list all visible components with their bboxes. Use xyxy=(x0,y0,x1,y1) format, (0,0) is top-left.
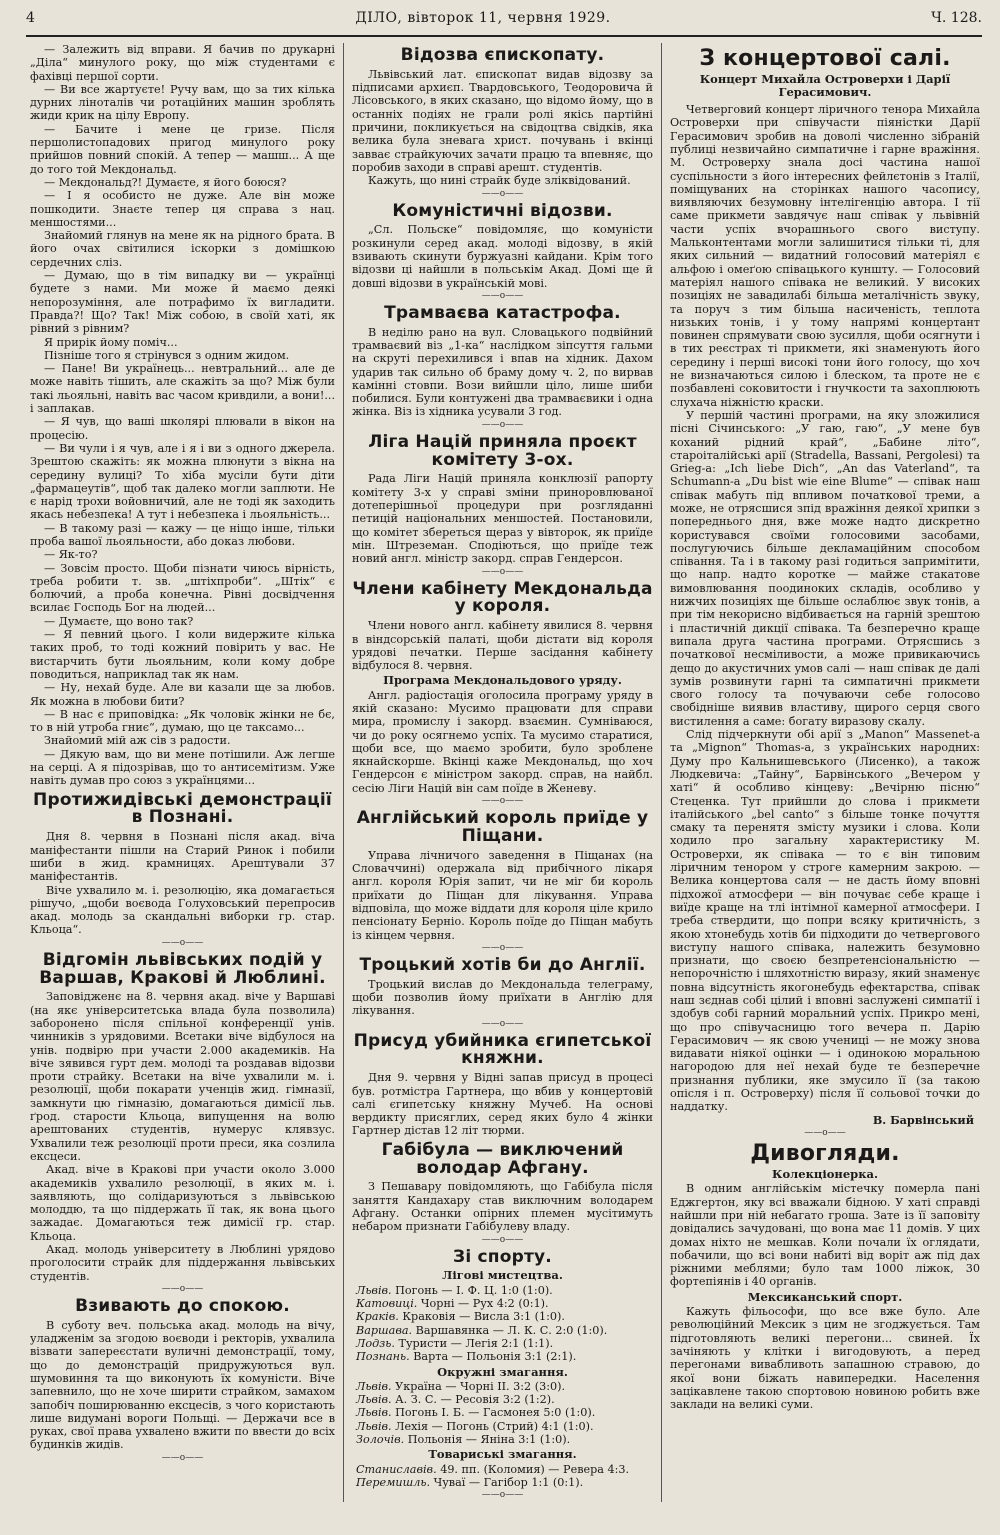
result-row xyxy=(352,1297,653,1310)
friendly-results xyxy=(352,1463,653,1490)
result-score: Варта — Польонія 3:1 (2:1). xyxy=(409,1350,577,1364)
dialogue-line: — І я особисто не дуже. Але він може пошкодити. Знаєте тепер ця справа з нац. меншостями... xyxy=(30,189,335,229)
article-title-afghan: Габібула — виключений володар Афгану. xyxy=(381,1139,624,1178)
result-city: Львів. xyxy=(356,1379,392,1393)
article-title-trotsky: Троцький хотів би до Англії. xyxy=(359,954,646,975)
result-city: Катовиці. xyxy=(356,1297,418,1311)
separator: ——o—— xyxy=(481,942,524,953)
separator: ——o—— xyxy=(481,796,524,807)
dialogue-line: Пізніше того я стрінувся з одним жидом. xyxy=(44,348,290,362)
result-city: Перемишль. xyxy=(356,1475,431,1489)
result-row xyxy=(352,1433,653,1446)
result-score: 49. пп. (Коломия) — Ревера 4:3. xyxy=(436,1462,630,1476)
article-paragraph: „Сл. Польске“ повідомляє, що комуністи розкинули серед акад. молоді відозву, в якій взивають скинути буржуазні кайдани. Крім того відозви ці найшли в польськім Акад. Домі ще й довші відозви в українській мові. xyxy=(352,223,653,290)
separator: ——o—— xyxy=(481,1018,524,1029)
result-score: Лехія — Погонь (Стрий) 4:1 (1:0). xyxy=(391,1419,594,1433)
column-1 xyxy=(26,43,344,1502)
article-paragraph: У першій частині програми, на яку зложилися пісні Січинського: „У гаю, гаю“, „У мене був коханий рідний край“, „Бабине літо“, староіталійські арії (Stradella, Bassani, Pergolesi) та Grieg-а: „Ich liebe Dich“, „An das Vaterland“, та Schumann-а „Du bist wie eine Blume“ — співак наш співак мабуть під впливом початкової треми, а може, не отрясшися зпід вражіння деякої хрипки з попереднього дня, вже може надто дискретно користувався своїми голосовими засобами, послугуючись більше декламаційним способом співання. Та і в такому разі годиться запримітити, що напр. надто коротке — майже стакатове вимовлювання поодиноких складів, особливо у нижчих позиціях ще більше ослаблює звук тонів, а при тім некорисно відбивається на гарній зрештою і пластичній дикції співака. Та безперечно краще випала друга частина програми. Отрясшись з початкової несміливости, а може привикаючись дещо до акустичних умов салі — наш співак де далі зумів розвинути гарні та симпатичні прикмети свого голосу та почуваючи себе голосово свобідніше виявив властиву, щирого серця свого вистилення а саме: богату виразову скалу. xyxy=(670,408,980,728)
article-title-communist: Комуністичні відозви. xyxy=(392,200,613,221)
result-city: Львів. xyxy=(356,1419,392,1433)
result-score: Польонія — Яніна 3:1 (1:0). xyxy=(404,1433,571,1447)
article-paragraph: Акад. віче в Кракові при участи около 3.000 академиків ухвалило резолюції, в яких м. і. заявляють, що солідаризуються з львівською молоддю, та що піддержать її так, як вона цього зажадає. Домагаються теж димісії гр. стар. Кльоца. xyxy=(30,1163,335,1243)
sport-title: Зі спорту. xyxy=(453,1246,552,1267)
article-paragraph: Віче ухвалило м. і. резолюцію, яка домагається рішучо, „щоби воєвода Голуховський перепросив акад. молодь за скандальні виборки гр. стар. Кльоца“. xyxy=(30,883,335,937)
league-title: Лігові мистецтва. xyxy=(442,1268,563,1283)
article-paragraph: З Пешавару повідомляють, що Габібула після заняття Кандахару став виключним володарем Афгану. Останки опірних племен мусітимуть небаром признати Габібулеву владу. xyxy=(352,1180,653,1234)
article-paragraph: Троцький вислав до Мекдональда телеграму, щоби позволив йому приїхати в Англію для лікування. xyxy=(352,977,653,1018)
result-row xyxy=(352,1350,653,1363)
result-city: Краків. xyxy=(356,1310,399,1324)
article-paragraph: В суботу веч. польська акад. молодь на вічу, уладженім за згодою воєводи і ректорів, ухвалила візвати запереєстати вуличні демонстрації, тому, що до демонстрацій придружуються вул. шумовиння та що виконують їх комуністи. Віче запевнило, що не хоче ширити страйком, замахом запобіч поширюванню ексцесів, з чого користають лише видумані вороги Польщі. — Держачи все в руках, свої права ухвалено вжити по ввести до всіх будинків жидів. xyxy=(30,1318,335,1452)
result-row xyxy=(352,1380,653,1393)
district-title: Окружні змагання. xyxy=(437,1364,568,1379)
result-row xyxy=(352,1337,653,1350)
dialogue-line: — Думаєте, що воно так? xyxy=(44,614,194,628)
friendly-title: Товариські змагання. xyxy=(428,1447,577,1462)
result-city: Станиславів. xyxy=(356,1462,437,1476)
article-paragraph: Англ. радіостація оголосила програму уряду в якій сказано: Мусимо працювати для справи мира, промислу і закорд. взаємин. Сумніваюся, чи до року осягнемо успіх. Та мусимо старатися, щоби все, що маємо зробити, було зроблене якнайскорше. Вкінці каже Мекдональд, що хоч Гендерсон є міністром закорд. справ, на найбл. сесію Ліги Націй він сам поїде в Женеву. xyxy=(352,688,653,795)
separator: ——o—— xyxy=(481,1234,524,1245)
separator: ——o—— xyxy=(481,1490,524,1501)
result-city: Львів. xyxy=(356,1406,392,1420)
article-title-tram: Трамваєва катастрофа. xyxy=(384,302,621,323)
dialogue-line: — Пане! Ви українець... невтральний... але де може навіть тішить, але скажіть за що? Між були такі льояльні, навіть вас часом кривдили, а вони!... і заплакав. xyxy=(30,362,335,416)
result-score: Краковія — Висла 3:1 (1:0). xyxy=(398,1310,565,1324)
result-score: Чорні — Рух 4:2 (0:1). xyxy=(417,1297,549,1311)
author-signature: В. Барвінський xyxy=(872,1112,974,1127)
article-paragraph: Кажуть фільософи, що все вже було. Але революційний Мексик з цим не згоджується. Там підготовляють великі перегони... свиней. Їх зачіняють у клітки і вигодовують, а перед перегонами вивабливоть запашною стравою, до якої вони біжать навипередки. Населення зацікавлене такою спортовою новиною робить вже заклади на великі суми. xyxy=(670,1305,980,1412)
district-results xyxy=(352,1380,653,1446)
article-title-king: Англійський король приїде у Піщани. xyxy=(356,808,649,846)
column-3 xyxy=(662,43,982,1502)
article-subtitle: Програма Мекдональдового уряду. xyxy=(383,673,622,688)
column-2 xyxy=(344,43,662,1502)
article-paragraph: Члени нового англ. кабінету явилися 8. червня в віндсорській палаті, щоби дістати від короля урядові печатки. Перше засідання кабінету відбулося 8. червня. xyxy=(352,619,653,673)
article-paragraph: Четверговий концерт ліричного тенора Михайла Островерхи при співучасти піяністки Дарії Герасимович зробив на доволі численно зібраній публиці незвичайно симпатичне і гарне вражіння. М. Островерху знала досі частина нашої суспільности з його інтересних фейлєтонів з Італії, поміщуваних на сторінках нашого часопису, виявляючих безумовну інтелігенцію автора. І тії саме прикмети завдячує наш співак у львівній части успіх вчорашнього свого виступу. Мальконтентами могли залишитися тільки ті, для яких сильний — видатний голосовий матеріял є альфою і омеґою співацького куншту. — Голосовий матеріял нашого співака не великий. У високих позиціях не завадилабі більша металічність звуку, та поруч з тим більша насиченість, теплота низьких тонів, і у тому напрямі концертант повинен спрямувати свою зусилля, щоби осягнути і в тих реєстрах ті прикмети, які знаменують його середину і перші високі тони його голосу, що хоч не визначаються силою і блеском, та проте не є позбавлені соковитости і гнучкости та захоплюють слухача ніжністю краски. xyxy=(670,103,980,409)
result-city: Познань. xyxy=(356,1350,410,1364)
dialogue-line: — Мекдональд?! Думаєте, я його боюся? xyxy=(44,175,287,189)
result-score: Україна — Чорні II. 3:2 (3:0). xyxy=(391,1379,565,1393)
dialogue-line: — Ви все жартуєте! Ручу вам, що за тих кілька дурних ліноталів чи ротаційних машин зроблять жиди крик на цілу Европу. xyxy=(30,82,335,123)
separator: ——o—— xyxy=(481,566,524,577)
result-row xyxy=(352,1406,653,1419)
article-paragraph: В одним англійськім містечку померла пані Еджгертон, яку всі вважали бідною. У хаті справді найшли при ній небагато гроша. Зате із її заповіту довідались зачудовані, що вона має 11 домів. У цих домах ніхто не мешкав. Коли почали їх оглядати, побачили, що всі вони набиті від воріт аж під дах ріжними меблями; було там 1000 ліжок, 30 фортепіянів і 40 органів. xyxy=(670,1182,980,1289)
article-subtitle-concert: Концерт Михайла Островерхи і Дарії Герасимович. xyxy=(699,72,951,100)
page-number: 4 xyxy=(26,10,35,26)
separator: ——o—— xyxy=(161,1452,204,1463)
separator: ——o—— xyxy=(804,1127,846,1138)
article-subtitle: Мексиканський спорт. xyxy=(747,1289,903,1304)
article-paragraph: Заповідженє на 8. червня акад. віче у Варшаві (на якє університетська влада була позволила) заборонено після спільної конференції унів. чинників з урядовими. Всетаки віче відбулося на унів. подвірю при участи 2.000 академиків. На віче зявився гурт дем. молоді та роздавав відозви проти страйку. Всетаки на віче ухвалили м. і. резолюції, щоби покарати ученців жид. гімназії, замкнути цю гімназію, домагаються димісії льв. ґрод. старости Кльоца, випущення на волю арештованих студентів, нумерус клявзус. Ухвалили теж резолюції проти преси, яка созлила ексцеси. xyxy=(30,990,335,1163)
article-paragraph: Слід підчеркнути обі арії з „Manon“ Massenet-а та „Mignon“ Thomas-а, з українських народних: Думу про Кальнишевського (Лисенко), а також Людкевича: „Тайну“, Барвінського „Вечером у хаті“ й особливо кінцеву: „Вечірню пісню“ Стеценка. Тут прийшли до слова і прикмети італійського „bel canto“ з більше тонке почуття смаку та перенятя змісту музики і слова. Коли ходило про загальну характеристику М. Островерхи, як співака — то є він типовим ліричним тенором у строге камерним закрою. — Велика концертова саля — не дасть йому вповні підхожої атмосфери — він почуває себе краще і виїде краще на тлі інтімної камерної атмосфери. І треба ствердити, що попри всяку критичність, з якою хтонебудь хотів би підходити до четвергового виступу нашого співака, належить безумовно признати, що своєю безпретенсіональністю — непорочністю і шляхотністю виразу, який знаменує повна відсутність якогонебудь ефектарства, співак наш зєднав собі цілий і вповні заслужені симпатії і здобув собі гарний моральний успіх. Прикро мені, що про співучасницю того вечера п. Дарію Герасимович — як свою учениці — не можу знова видавати ніякої оцінки — і одинокою моральною нагородою для неї нехай буде те безперечне признання публики, яке змусило її (за такою опісля і п. Островерху) після її сольової точки до наддатку. xyxy=(670,728,980,1114)
article-title-curiosities: Дивогляди. xyxy=(750,1140,900,1166)
concert-review xyxy=(670,103,980,1114)
dialogue-line: — Ви чули і я чув, але і я і ви з одного джерела. Зрештою скажіть: як можна плюнути з вікна на середину вулиці? То хіба мусіли бути діти „фармацеутів“, щоб так далеко могли заплюти. Не є нарід трохи войовничий, але не тоді як заходить якась небезпека! А тут і небезпека і льояльність... xyxy=(30,441,335,522)
separator: ——o—— xyxy=(161,1283,204,1294)
dialogue-line: — В нас є приповідка: „Як чоловік жінки не бє, то в ній утроба гниє“, думаю, що це таксамо... xyxy=(30,707,335,735)
separator: ——o—— xyxy=(481,188,524,199)
article-paragraph: Кажуть, що нині страйк буде зліквідований. xyxy=(368,174,631,188)
article-subtitle: Колекціонерка. xyxy=(772,1167,878,1182)
article-paragraph: Управа лічничого заведення в Піщанах (на Словаччині) одержала від прибічного лікаря англ. короля Юрія запит, чи не міг би король приїхати до Піщан для лікування. Управа відповіла, що може віддати для короля ціле крило пенсіонату Берніо. Король поїде до Піщан мабуть із кінцем червня. xyxy=(352,848,653,942)
result-city: Львів. xyxy=(356,1393,392,1407)
article-paragraph: Дня 8. червня в Познані після акад. віча маніфестанти пішли на Старий Ринок і побили шиби в жид. крамницях. Арештували 37 маніфестантів. xyxy=(30,830,335,884)
dialogue-line: — Ну, нехай буде. Але ви казали ще за любов. Як можна в любови бити? xyxy=(30,681,335,708)
issue-number: Ч. 128. xyxy=(931,10,982,26)
result-row xyxy=(352,1463,653,1476)
dialogue-line: — Зовсім просто. Щоби пізнати чиюсь вірність, треба робити т. зв. „штіхпроби“. „Штіх“ є болючий, а проба конечна. Рівні досвідчення всилає Господь Бог на людей... xyxy=(30,561,335,615)
dialogue-line: — Як-то? xyxy=(44,548,98,562)
dialogue-line: Знайомий мій аж сів з радости. xyxy=(44,734,231,748)
article-paragraph: В неділю рано на вул. Словацького подвійний трамваєвий віз „1-ка“ наслідком зіпсуття гальми на скруті перехилився і впав на хідник. Дахом ударив так сильно об браму дому ч. 2, по вирвав камінні стовпи. Вози вийшли ціло, лише шиби побилися. Були контужені два трамваєвики і одна жінка. Віз із хідника усували 3 год. xyxy=(352,325,653,419)
result-row xyxy=(352,1420,653,1433)
article-title-concert: З концертової салі. xyxy=(699,46,951,71)
result-city: Варшава. xyxy=(356,1323,413,1337)
dialogue-line: Я прирік йому поміч... xyxy=(44,335,178,349)
article-paragraph: Львівський лат. єпископат видав відозву за підписами архиєп. Твардовського, Теодоровича й Лісовського, в яких сказано, що відомо йому, що в останніх подіях не грали ролі якісь партійні причини, покликується на свідоцтва свідків, яка велика була зневага христ. почувань і вкінці завває страйкуючих зачати працю та впевняє, що поробив заходи в справі арешт. студентів. xyxy=(352,67,653,174)
league-results xyxy=(352,1284,653,1364)
result-score: Чуваї — Гагібор 1:1 (0:1). xyxy=(430,1475,584,1489)
dialogue-line: — Я певний цього. І коли видержите кілька таких проб, то тоді кожний повірить у вас. Не вистарчить бути льояльним, коли кому добре поводиться, наприклад так як нам. xyxy=(30,628,335,681)
separator: ——o—— xyxy=(481,290,524,301)
article-title-echo: Відгомін львівських подій у Варшав, Кракові й Люблині. xyxy=(39,949,326,988)
result-score: А. З. С. — Ресовія 3:2 (1:2). xyxy=(391,1393,555,1407)
article-title-league: Ліга Націй приняла проєкт комітету 3-ох. xyxy=(368,431,637,470)
dialogue-line: — Думаю, що в тім випадку ви — українці будете з нами. Ми може й маємо деякі непорозуміння, але потрафимо їх вигладити. Правда?! Що? Так! Між собою, в своїй хаті, як рівний з рівним? xyxy=(30,269,335,336)
dialogue-line: — В такому разі — кажу — це ніщо інше, тільки проба вашої льояльности, або доказ любови. xyxy=(30,521,335,548)
masthead xyxy=(26,10,982,37)
article-title-verdict: Присуд убийника єгипетської княжни. xyxy=(353,1030,652,1069)
separator: ——o—— xyxy=(161,937,204,948)
article-title-episcopate: Відозва єпископату. xyxy=(400,45,605,65)
dialogue-line: — Залежить від вправи. Я бачив по друкарні „Діла“ минулого року, що між студентами є фахівці першої сорти. xyxy=(30,43,335,83)
result-row xyxy=(352,1324,653,1337)
article-title-calm: Взивають до спокою. xyxy=(75,1295,290,1316)
result-row xyxy=(352,1476,653,1489)
newspaper-title-date: ДІЛО, вівторок 11, червня 1929. xyxy=(355,10,611,26)
result-score: Варшавянка — Л. К. С. 2:0 (1:0). xyxy=(412,1323,608,1337)
result-score: Туристи — Легія 2:1 (1:1). xyxy=(394,1336,554,1350)
dialogue-line: — Дякую вам, що ви мене потішили. Аж легше на серці. А я підозрівав, що то антисемітизм. Уже навіть думав про союз з українцями... xyxy=(30,747,335,788)
dialogue-line: Знайомий глянув на мене як на рідного брата. В його очах світилися іскорки з домішкою сердечних сліз. xyxy=(30,229,335,269)
result-score: Погонь — І. Ф. Ц. 1:0 (1:0). xyxy=(391,1283,553,1297)
article-title-poznan: Протижидівські демонстрації в Познані. xyxy=(33,789,332,828)
article-paragraph: Дня 9. червня у Відні запав присуд в процесі був. ротмістра Гартнера, що вбив у концертовій салі єгипетську княжну Мучеб. На основі вердикту присяглих, серед яких було 4 жінки Гартнер дістав 12 літ тюрми. xyxy=(352,1071,653,1138)
article-paragraph: Рада Ліги Націй приняла конклюзії рапорту комітету 3-х у справі зміни приноровлюваної дотеперішньої процедури при розгляданні петицій національних меншостей. Постановили, що комітет збереться щераз у вівторок, як приїде мін. Штреземан. Сподіються, що приїде теж новий англ. міністр закорд. справ Гендерсон. xyxy=(352,472,653,566)
result-row xyxy=(352,1310,653,1323)
result-score: Погонь І. Б. — Гасмонея 5:0 (1:0). xyxy=(391,1406,596,1420)
dialogue-line: — Я чув, що ваші школярі плювали в вікон на процесію. xyxy=(30,415,335,442)
result-city: Лодзь. xyxy=(356,1336,395,1350)
result-row xyxy=(352,1393,653,1406)
separator: ——o—— xyxy=(481,419,524,430)
dialogue-line: — Бачите і мене це гризе. Після першолистопадових пригод минулого року прийшов повний спокій. А тепер — машш... А ще до того той Мекдональд. xyxy=(30,122,335,176)
result-row xyxy=(352,1284,653,1297)
article-paragraph: Акад. молодь університету в Люблині урядово проголосити страйк для піддержання львівських студентів. xyxy=(30,1243,335,1283)
result-city: Золочів. xyxy=(356,1433,405,1447)
article-title-cabinet: Члени кабінету Мекдональда у короля. xyxy=(352,578,653,617)
dialogue-continuation xyxy=(30,43,335,788)
result-city: Львів. xyxy=(356,1283,392,1297)
